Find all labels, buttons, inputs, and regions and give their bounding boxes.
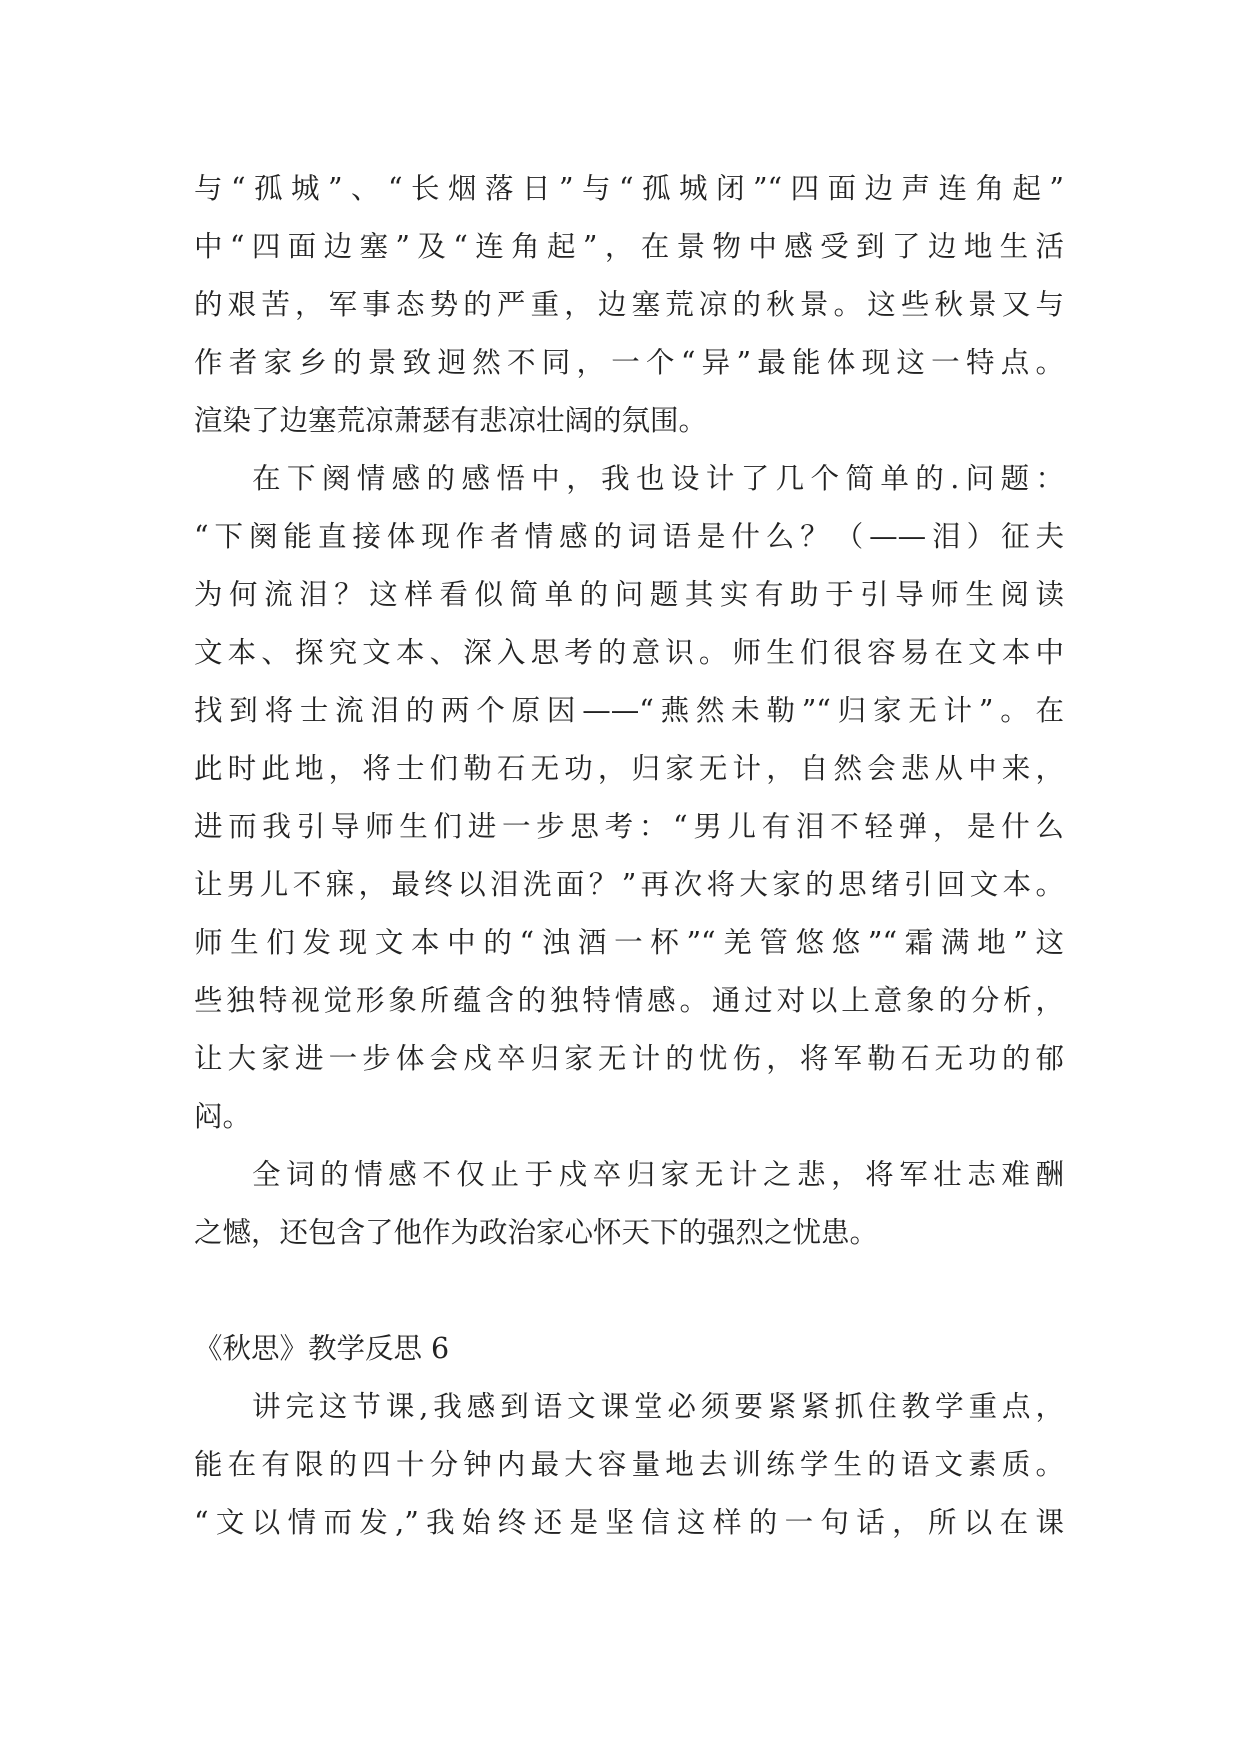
text-line: “文以情而发,”我始终还是坚信这样的一句话，所以在课	[194, 1506, 1064, 1539]
text-line: 之憾，还包含了他作为政治家心怀天下的强烈之忧患。	[194, 1216, 879, 1249]
text-line: 与“孤城”、“长烟落日”与“孤城闭”“四面边声连角起”	[194, 172, 1064, 205]
paragraph-gap	[194, 1262, 1064, 1320]
text-line: 让男儿不寐，最终以泪洗面？”再次将大家的思绪引回文本。	[194, 868, 1064, 901]
text-line: 讲完这节课,我感到语文课堂必须要紧紧抓住教学重点，	[252, 1390, 1064, 1423]
text-line: 为何流泪？这样看似简单的问题其实有助于引导师生阅读	[194, 578, 1064, 611]
text-line: 找到将士流泪的两个原因——“燕然未勒”“归家无计”。在	[194, 694, 1064, 727]
text-line: 此时此地，将士们勒石无功，归家无计，自然会悲从中来，	[194, 752, 1064, 785]
text-line: 在下阕情感的感悟中，我也设计了几个简单的.问题：	[252, 462, 1064, 495]
text-line: 的艰苦，军事态势的严重，边塞荒凉的秋景。这些秋景又与	[194, 288, 1064, 321]
text-line: 文本、探究文本、深入思考的意识。师生们很容易在文本中	[194, 636, 1064, 669]
document-body	[194, 160, 1064, 1552]
text-line: 作者家乡的景致迥然不同，一个“异”最能体现这一特点。	[194, 346, 1064, 379]
text-line: 些独特视觉形象所蕴含的独特情感。通过对以上意象的分析，	[194, 984, 1064, 1017]
paragraph	[194, 1146, 1064, 1262]
text-line: 闷。	[194, 1100, 252, 1133]
paragraph	[194, 450, 1064, 1146]
text-line: “下阕能直接体现作者情感的词语是什么？（——泪）征夫	[194, 520, 1064, 553]
text-line: 让大家进一步体会戍卒归家无计的忧伤，将军勒石无功的郁	[194, 1042, 1064, 1075]
paragraph	[194, 1378, 1064, 1552]
text-line: 进而我引导师生们进一步思考：“男儿有泪不轻弹，是什么	[194, 810, 1064, 843]
section-title: 《秋思》教学反思 6	[194, 1332, 450, 1365]
text-line: 师生们发现文本中的“浊酒一杯”“羌管悠悠”“霜满地”这	[194, 926, 1064, 959]
text-line: 中“四面边塞”及“连角起”，在景物中感受到了边地生活	[194, 230, 1064, 263]
text-line: 能在有限的四十分钟内最大容量地去训练学生的语文素质。	[194, 1448, 1064, 1481]
text-line: 全词的情感不仅止于戍卒归家无计之悲，将军壮志难酬	[252, 1158, 1064, 1191]
text-line: 渲染了边塞荒凉萧瑟有悲凉壮阔的氛围。	[194, 404, 708, 437]
paragraph	[194, 160, 1064, 450]
